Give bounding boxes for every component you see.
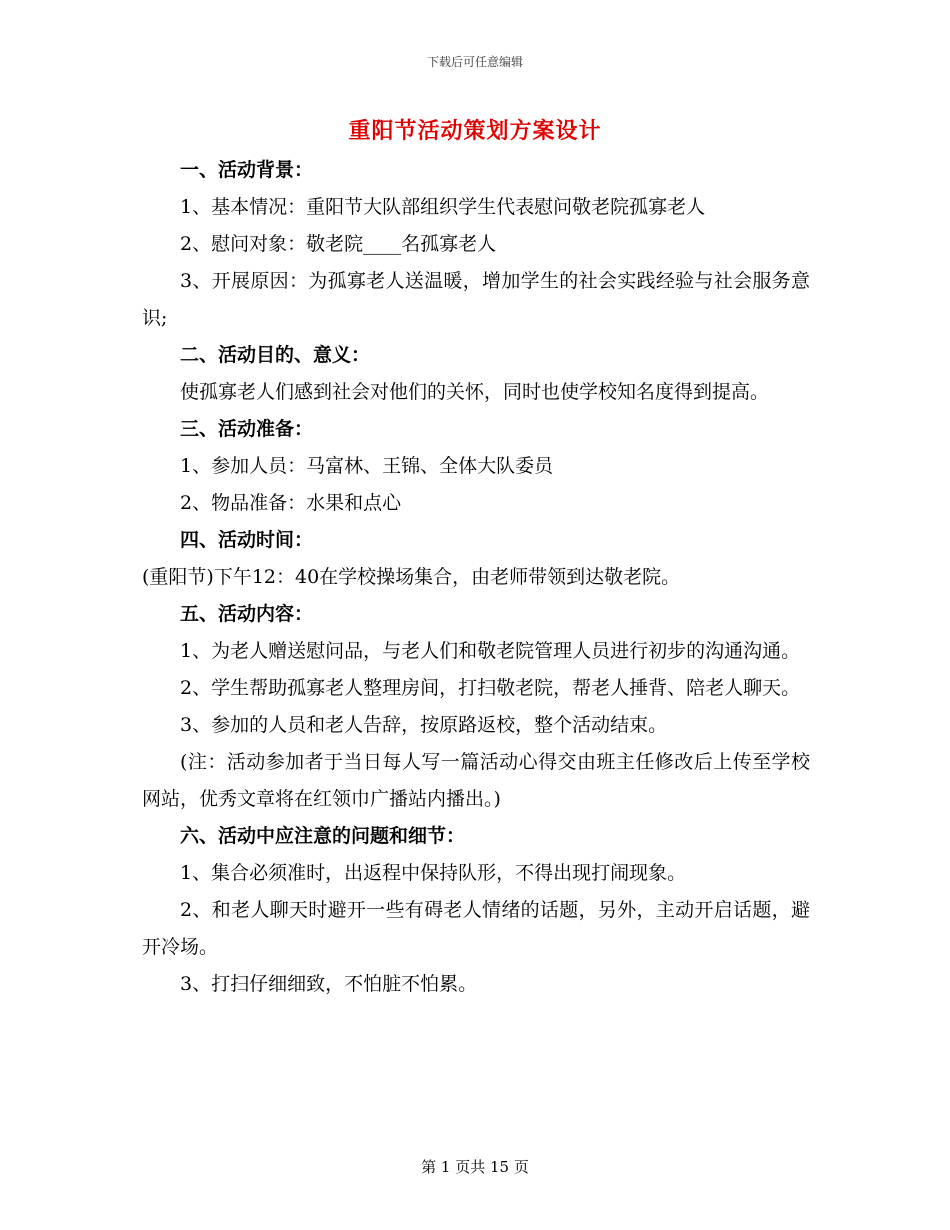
paragraph: 1、基本情况：重阳节大队部组织学生代表慰问敬老院孤寡老人 [180, 196, 706, 218]
section-heading: 二、活动目的、意义： [180, 344, 371, 366]
paragraph: (重阳节)下午12：40在学校操场集合，由老师带领到达敬老院。 [142, 566, 681, 588]
paragraph: 1、集合必须准时，出返程中保持队形，不得出现打闹现象。 [180, 862, 687, 884]
paragraph: 使孤寡老人们感到社会对他们的关怀，同时也使学校知名度得到提高。 [180, 381, 770, 403]
section-heading: 四、活动时间： [180, 529, 314, 551]
section-heading: 五、活动内容： [180, 603, 314, 625]
section-heading: 六、活动中应注意的问题和细节： [180, 825, 466, 847]
paragraph: 2、慰问对象：敬老院____名孤寡老人 [180, 233, 497, 255]
document-title: 重阳节活动策划方案设计 [348, 118, 602, 144]
paragraph: 3、打扫仔细细致，不怕脏不怕累。 [180, 973, 478, 995]
paragraph: 1、参加人员：马富林、王锦、全体大队委员 [180, 455, 554, 477]
paragraph: 2、物品准备：水果和点心 [180, 492, 402, 514]
paragraph: (注：活动参加者于当日每人写一篇活动心得交由班主任修改后上传至学校网站，优秀文章将在红领巾广播站内播出。) [142, 751, 810, 810]
page-header: 下载后可任意编辑 [426, 55, 523, 69]
paragraph: 3、参加的人员和老人告辞，按原路返校，整个活动结束。 [180, 714, 668, 736]
section-heading: 一、活动背景： [180, 159, 314, 181]
document-body [142, 152, 810, 1003]
paragraph: 1、为老人赠送慰问品，与老人们和敬老院管理人员进行初步的沟通沟通。 [180, 640, 801, 662]
paragraph: 2、学生帮助孤寡老人整理房间，打扫敬老院，帮老人捶背、陪老人聊天。 [180, 677, 801, 699]
section-heading: 三、活动准备： [180, 418, 314, 440]
paragraph: 2、和老人聊天时避开一些有碍老人情绪的话题，另外，主动开启话题，避开冷场。 [142, 899, 810, 958]
paragraph: 3、开展原因：为孤寡老人送温暖，增加学生的社会实践经验与社会服务意识; [142, 270, 810, 329]
page-footer: 第 1 页共 15 页 [421, 1158, 529, 1176]
